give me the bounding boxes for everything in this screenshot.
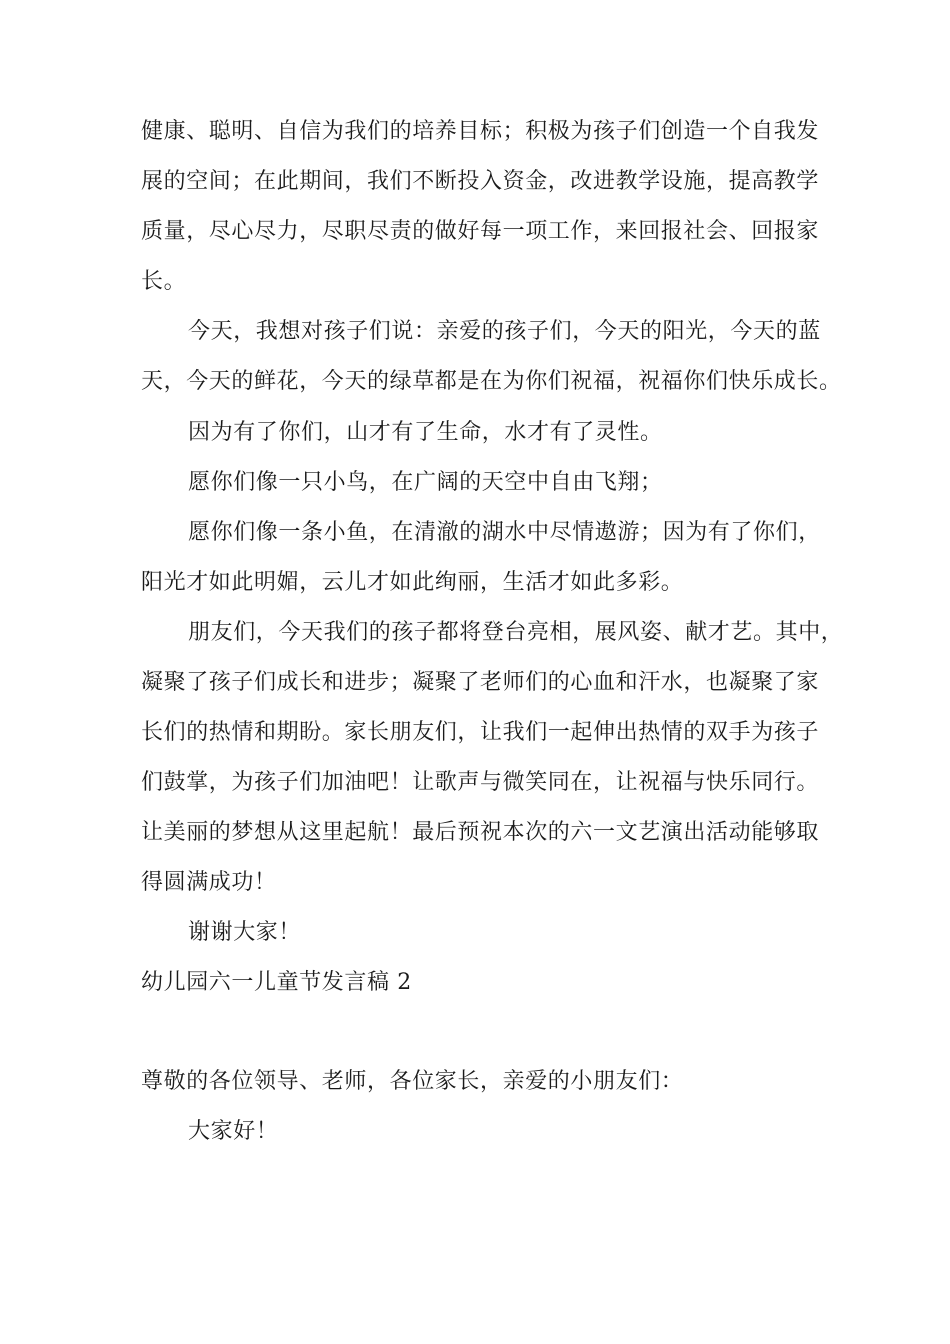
paragraph-line: 长。: [141, 269, 187, 294]
paragraph-line: 因为有了你们，山才有了生命，水才有了灵性。: [188, 420, 663, 445]
paragraph-line: 愿你们像一只小鸟，在广阔的天空中自由飞翔；: [188, 470, 663, 495]
paragraph-line: 天，今天的鲜花，今天的绿草都是在为你们祝福，祝福你们快乐成长。: [141, 369, 842, 394]
salutation-line: 尊敬的各位领导、老师，各位家长，亲爱的小朋友们：: [141, 1069, 684, 1094]
paragraph-line: 质量，尽心尽力，尽职尽责的做好每一项工作，来回报社会、回报家: [141, 219, 820, 244]
section-title: 幼儿园六一儿童节发言稿 2: [141, 970, 412, 995]
paragraph-line: 得圆满成功！: [141, 870, 277, 895]
paragraph-line: 凝聚了孩子们成长和进步；凝聚了老师们的心血和汗水，也凝聚了家: [141, 670, 820, 695]
paragraph-line: 阳光才如此明媚，云儿才如此绚丽，生活才如此多彩。: [141, 570, 684, 595]
paragraph-line: 长们的热情和期盼。家长朋友们，让我们一起伸出热情的双手为孩子: [141, 720, 820, 745]
paragraph-line: 健康、聪明、自信为我们的培养目标；积极为孩子们创造一个自我发: [141, 119, 820, 144]
paragraph-line: 今天，我想对孩子们说：亲爱的孩子们，今天的阳光，今天的蓝: [188, 319, 821, 344]
paragraph-line: 展的空间；在此期间，我们不断投入资金，改进教学设施，提高教学: [141, 169, 820, 194]
paragraph-line: 让美丽的梦想从这里起航！最后预祝本次的六一文艺演出活动能够取: [141, 820, 820, 845]
closing-line: 谢谢大家！: [188, 920, 302, 945]
paragraph-line: 愿你们像一条小鱼，在清澈的湖水中尽情遨游；因为有了你们，: [188, 520, 821, 545]
greeting-line: 大家好！: [188, 1119, 279, 1144]
paragraph-line: 们鼓掌，为孩子们加油吧！让歌声与微笑同在，让祝福与快乐同行。: [141, 770, 820, 795]
paragraph-line: 朋友们，今天我们的孩子都将登台亮相，展风姿、献才艺。其中，: [188, 620, 844, 645]
